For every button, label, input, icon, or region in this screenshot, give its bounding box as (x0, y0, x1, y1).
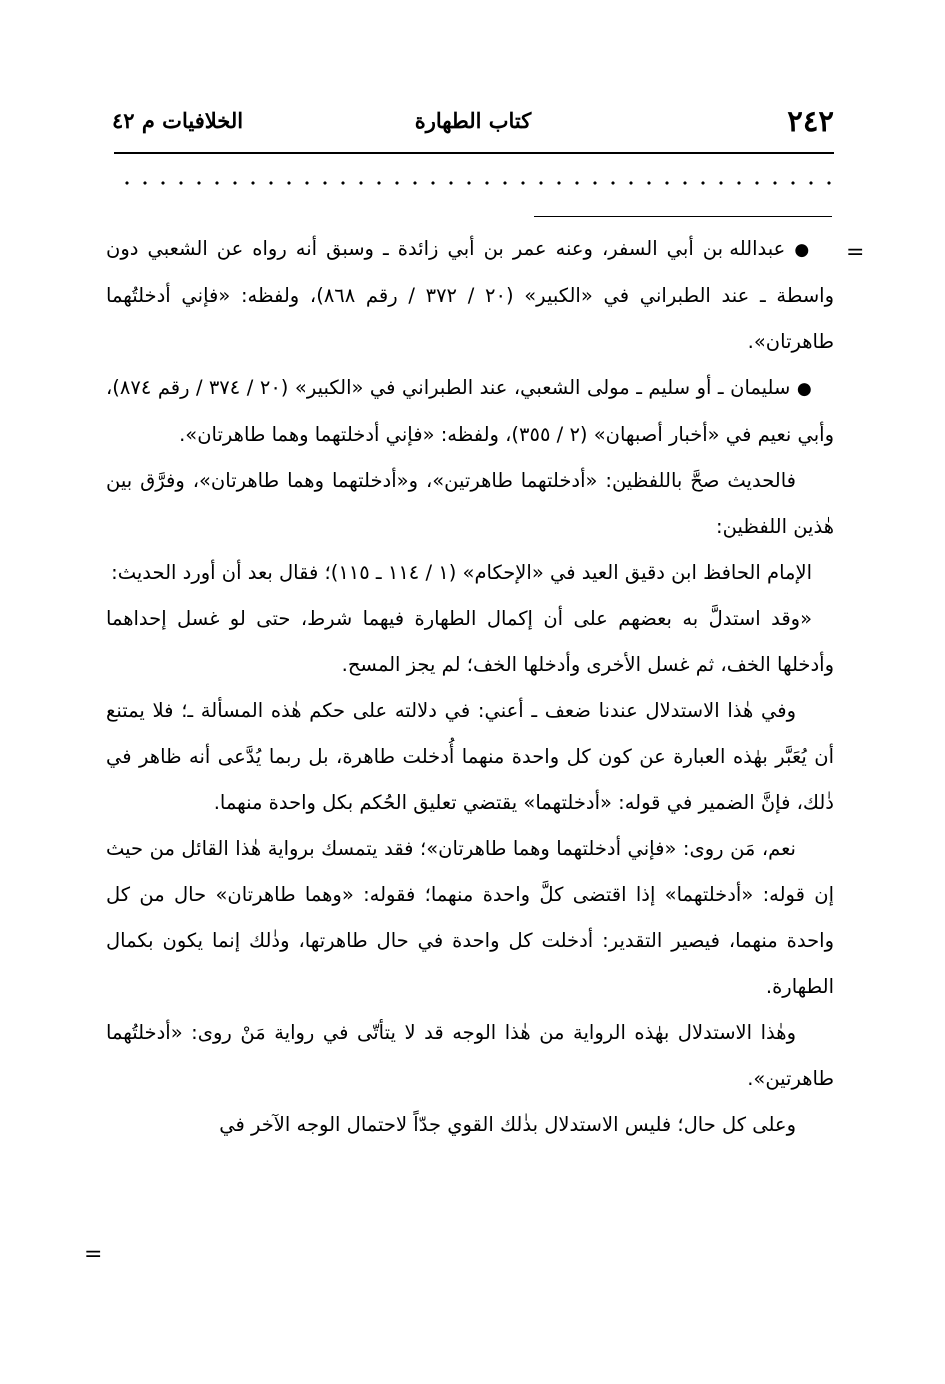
paragraph: الإمام الحافظ ابن دقيق العيد في «الإحكام» (١ / ١١٤ ـ ١١٥)؛ فقال بعد أن أورد الحديث: (111, 561, 812, 584)
paragraph-narrator-1 (106, 226, 834, 365)
continuation-mark-top: = (846, 240, 865, 265)
paragraph: فالحديث صحَّ باللفظين: «أدخلتهما طاهرتين»، و«أدخلتهما وهما طاهرتان»، وفرَّق بين هٰذين اللفظين: (106, 469, 834, 538)
paragraph-text: سليمان ـ أو سليم ـ مولى الشعبي، عند الطبراني في «الكبير» (٢٠ / ٣٧٤ / رقم ٨٧٤)، وأبي نعيم في «أخبار أصبهان» (٢ / ٣٥٥)، ولفظه: «فإني أدخلتهما وهما طاهرتان». (106, 376, 834, 446)
footnote-rule (534, 216, 832, 217)
quotation-paragraph: وفي هٰذا الاستدلال عندنا ضعف ـ أعني: في دلالته على حكم هٰذه المسألة ـ؛ فلا يمتنع أن يُعَبَّر بهٰذه العبارة عن كون كل واحدة منهما أُدخلت طاهرة، بل ربما يُدَّعى أنه ظاهر في ذٰلك، فإنَّ الضمير في قوله: «أدخلتهما» يقتضي تعليق الحُكم بكل واحدة منهما. (106, 699, 834, 814)
quotation-paragraph: وهٰذا الاستدلال بهٰذه الرواية من هٰذا الوجه قد لا يتأتّى في رواية مَنْ روى: «أدخلتُهما طاهرتين». (106, 1021, 834, 1090)
paragraph-narrator-2 (106, 365, 834, 458)
page-header (112, 104, 834, 144)
body-text (106, 226, 834, 1148)
paragraph: وعلى كل حال؛ فليس الاستدلال بذٰلك القوي جدّاً لاحتمال الوجه الآخر في (219, 1113, 796, 1136)
dotted-separator (114, 176, 834, 190)
quotation-paragraph: نعم، مَن روى: «فإني أدخلتهما وهما طاهرتان»؛ فقد يتمسك برواية هٰذا القائل من حيث إن قوله: «أدخلتهما» إذا اقتضى كلَّ واحدة منهما؛ فقوله: «وهما طاهرتان» حال من كل واحدة منهما، فيصير التقدير: أدخلت كل واحدة في حال طاهرتها، وذٰلك إنما يكون بكمال الطهارة. (106, 837, 834, 998)
bullet-icon: ● (794, 240, 812, 260)
quotation-paragraph: «وقد استدلَّ به بعضهم على أن إكمال الطهارة فيهما شرط، حتى لو غسل إحداهما وأدخلها الخف، ثم غسل الأخرى وأدخلها الخف؛ لم يجز المسح. (106, 607, 834, 676)
bullet-icon: ● (796, 379, 813, 399)
continuation-mark-bottom: = (84, 1242, 103, 1267)
book-section-title: كتاب الطهارة (414, 108, 532, 133)
running-title: الخلافيات م ٤٢ (112, 108, 244, 133)
page-number: ٢٤٢ (787, 104, 834, 138)
paragraph-text: عبدالله بن أبي السفر، وعنه عمر بن أبي زائدة ـ وسبق أنه رواه عن الشعبي دون واسطة ـ عند الطبراني في «الكبير» (٢٠ / ٣٧٢ / رقم ٨٦٨)، ولفظه: «فإني أدخلتُهما طاهرتان». (106, 237, 835, 353)
header-rule (114, 152, 834, 154)
